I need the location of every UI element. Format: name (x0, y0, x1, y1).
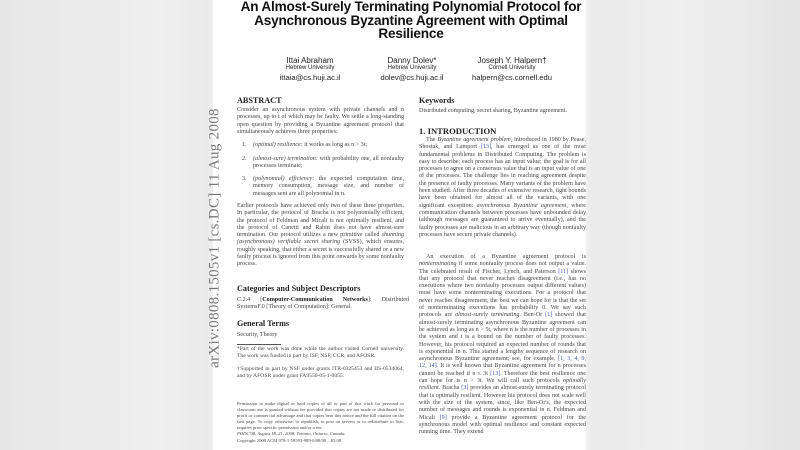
text: . Ben-Or (519, 312, 546, 319)
text: shows that any protocol that never reaches disagreement (i.e., has no executions where two nonfaulty processes output different values) must have some nonterminating executions. For a protocol that never reaches disagreement, the best we can hope for is that the set of nonterminating executions has probability 0. We say such protocols are (419, 268, 586, 319)
general-terms-text: Security, Theory (237, 332, 278, 338)
list-number: 2. (242, 156, 247, 162)
general-terms-heading: General Terms (237, 319, 290, 328)
author (357, 56, 467, 84)
author-affiliation: Hebrew University (387, 65, 437, 71)
intro-paragraph (419, 137, 586, 239)
text: Computer-Communication Networks (262, 297, 368, 303)
citation-link[interactable]: [1] (545, 312, 553, 319)
citation-link[interactable]: [13] (490, 370, 501, 377)
author-name: Ittai Abraham (286, 56, 334, 65)
text: Byzantine agreement problem (437, 137, 511, 143)
text: almost-surely terminating (455, 312, 520, 319)
author-name: Joseph Y. Halpern† (477, 56, 547, 65)
title-line: An Almost-Surely Terminating Polynomial Protocol for (240, 0, 582, 14)
venue: PODC'08, August 18–21, 2008, Toronto, Ontario, Canada. (237, 431, 346, 437)
permission-notice (237, 401, 404, 444)
text: ]: Distributed SystemsF.0 [Theory of Computation]: General. (237, 297, 409, 311)
list-label: (optimal) resilience: (253, 142, 303, 148)
list-number: 3. (242, 176, 247, 182)
text: (SVSS), which ensures, roughly speaking, that either a secret is successfully shared or a new faulty process is ignored from this point onwards by some nonfaulty process. (237, 239, 404, 268)
paper-title (211, 0, 611, 41)
text: provide a Byzantine agreement protocol for the synchronous model with optimal resilience and constant expected running time. They extend (419, 414, 586, 436)
text: An execution of a Byzantine agreement protocol is (426, 254, 586, 260)
author-affiliation: Cornell University (488, 65, 536, 71)
list-number: 1. (242, 142, 247, 148)
text: , has emerged as one of the most fundamental problems in Distributed Computing. The problem is easy to describe: each process has an input value; the goal is for all processes to agree on a consensus value that is an input value of one of the processes. The challenge lies in reaching agreement despite the presence of faulty processes. Many variants of the problem have been studied. After three decades of extensive research, tight bounds have been obtained for almost all of the variants, with one significant exception: (419, 144, 587, 209)
abstract-heading: ABSTRACT (237, 96, 282, 105)
categories-heading: Categories and Subject Descriptors (237, 284, 361, 293)
text: provides an almost-surely terminating protocol that is optimally resilient. However his protocol does not scale well with the size of the system, since, like Ben-Or's, the expected number of messages and rounds is exponential in n. Feldman and Micali (419, 385, 586, 421)
title-line: Resilience (378, 26, 444, 42)
abstract-list-item (242, 156, 404, 171)
footnote: †Supported in part by NSF under grants ITR-0325453 and IIS-0534064, and by AFOSR under grant FA9550-05-1-0055. (237, 366, 404, 379)
categories-text (237, 297, 409, 312)
text: . Bracha (438, 385, 462, 392)
keywords-text: Distributed computing, secret sharing, Byzantine agreement. (419, 108, 567, 114)
author-affiliation: Hebrew University (285, 65, 335, 71)
text: . It is well known that Byzantine agreement for n processes cannot be reached if n ≤ 3t (419, 363, 586, 377)
author-email: ittaia@cs.huji.ac.il (279, 73, 341, 82)
text: Earlier protocols have achieved only two of these three properties. In particular, the protocol of Bracha is not polynomially efficient, the protocol of Feldman and Micali is not optimally resilient, and the protocol of Canetti and Rabin does not have almost-sure termination. Our protocol utilizes a new primitive called (237, 203, 404, 239)
author-email: halpern@cs.cornell.edu (472, 73, 552, 82)
citation-link[interactable]: [11] (558, 268, 569, 275)
list-text: it works as long as n > 3t; (302, 142, 368, 148)
author (457, 56, 567, 84)
text: C.2.4 [ (237, 297, 263, 303)
text: nonterminating (419, 261, 457, 268)
citation-link[interactable]: [3] (461, 385, 469, 392)
list-label: (polynomial) efficiency: (253, 176, 315, 182)
abstract-list-item (242, 142, 404, 149)
section-heading-introduction: 1. INTRODUCTION (419, 126, 497, 136)
text: asynchronous Byzantine agreement (476, 202, 567, 209)
citation-link[interactable]: [9] (439, 414, 447, 421)
title-line: Asynchronous Byzantine Agreement with Optimal (254, 12, 568, 28)
text: showed that almost-surely terminating asynchronous Byzantine agreement can be achieved as long as n > 5t, where n is the number of processes in the system and t is a bound on the number of faulty processes. However, his protocol required an expected number of rounds that is exponential in n. This started a lengthy sequence of research on asynchronous Byzantine agreement; see, for example, (419, 312, 586, 363)
abstract-paragraph (237, 203, 404, 269)
author (255, 56, 365, 84)
author-name: Danny Dolev* (387, 56, 437, 65)
text: optimally resilient (419, 378, 586, 392)
text: . Therefore the best resilience one can hope for is n > 3t. We will call such protocols (419, 370, 586, 385)
copyright: Copyright 2008 ACM 978-1-59593-989-0/08/08 ...$5.00. (237, 437, 343, 443)
footnote: *Part of the work was done while the author visited Cornell university. The work was funded in part by ISF, NSF, CCR, and AFOSR. (237, 346, 404, 359)
list-text: with probability one, all nonfaulty processes terminate; (253, 156, 404, 170)
text: shunning (asynchronous) verifiable secret sharing (237, 232, 404, 246)
arxiv-stamp: arXiv:0808.1505v1 [cs.DC] 11 Aug 2008 (206, 108, 223, 368)
text: The (426, 137, 438, 143)
abstract-paragraph: Consider an asynchronous system with private channels and n processes, up to t of which may be faulty. We settle a long-standing open question by providing a Byzantine agreement protocol that simultaneously achieves three properties: (237, 107, 404, 135)
list-text: the expected computation time, memory consumption, message size, and number of messages sent are all polynomial in n. (253, 176, 404, 197)
list-label: (almost-sure) termination: (253, 156, 318, 162)
footnote-rule (237, 344, 281, 345)
citation-link[interactable]: [1, 3, 4, 9, 12, 14] (419, 356, 586, 370)
text: , introduced in 1980 by Pease, Shostak, and Lamport (419, 137, 587, 151)
text: if some nonfaulty process does not output a value. The celebrated result of Fischer, Lynch, and Paterson (419, 261, 586, 275)
keywords-heading: Keywords (419, 96, 455, 105)
abstract-list-item (242, 176, 404, 198)
author-email: dolev@cs.huji.ac.il (380, 73, 444, 82)
permission-text: Permission to make digital or hard copies of all or part of this work for personal or classroom use is granted without fee provided that copies are not made or distributed for profit or commercial advantage and that copies bear this notice and the full citation on the first page. To copy otherwise, to republish, to post on servers or to redistribute to lists, requires prior specific permission and/or a fee. (237, 401, 404, 431)
citation-link[interactable]: [13] (480, 144, 491, 151)
text: , where communication channels between processes have unbounded delay (although messages are guaranteed to arrive eventually), and the faulty processes are malicious in an arbitrary way (though nonfaulty processes have secure private channels). (419, 202, 587, 238)
intro-paragraph (419, 254, 586, 436)
